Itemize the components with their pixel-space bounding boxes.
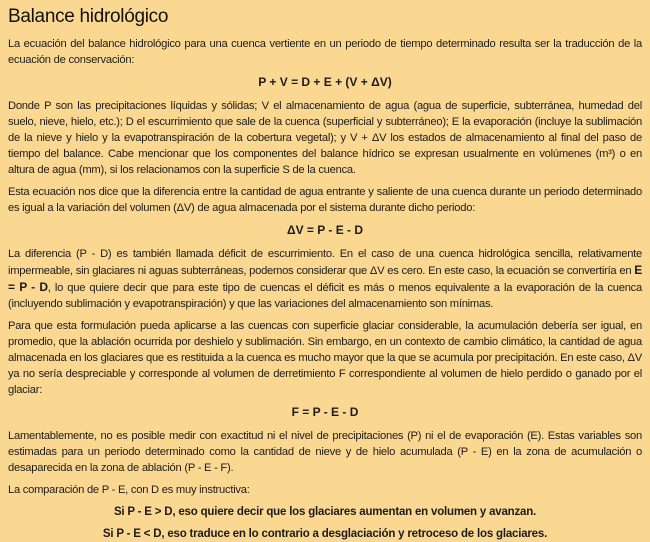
equation-delta-v: ΔV = P - E - D [286,223,364,237]
conclusion-advance: Si P - E > D, eso quiere decir que los glaciares aumentan en volumen y avanzan. [113,506,537,518]
equation-evaporation-inline: E = P - D [8,263,642,294]
equation-melt: F = P - E - D [291,405,359,419]
definitions-paragraph: Donde P son las precipitaciones líquidas y sólidas; V el almacenamiento de agua (agua de superficie, subterránea, humedad del suelo, nieve, hielo, etc.); D el escurrimiento que sale de la cuenca (superficial y subterráneo); E la evaporación (incluye la sublimación de la nieve y hielo y la evapotranspiración de la cobertura vegetal); y V + ΔV los estados de almacenamiento al final del paso de tiempo del balance. Cabe mencionar que los componentes del balance hídrico se expresan usualmente en volúmenes (m³) o en altura de agua (mm), si los relacionamos con la superficie S de la cuenca. [8,100,642,176]
deficit-text-a: La diferencia (P - D) es también llamada déficit de escurrimiento. En el caso de una cuenca hidrológica sencilla, relativamente impermeable, sin glaciares ni aguas subterráneas, podemos considerar que ΔV es cero. En este caso, la ecuación se convertiría en [8,248,642,277]
deficit-paragraph [8,246,642,312]
intro-paragraph: La ecuación del balance hidrológico para una cuenca vertiente en un periodo de tiempo determinado resulta ser la traducción de la ecuación de conservación: [8,38,642,66]
comparison-paragraph: La comparación de P - E, con D es muy instructiva: [8,484,250,496]
estimation-paragraph: Lamentablemente, no es posible medir con exactitud ni el nivel de precipitaciones (P) ni el de evaporación (E). Estas variables son estimadas para un periodo determinado como la cantidad de nieve y de hielo acumulada (P - E) en la zona de acumulación o desaparecida en la zona de ablación (P - E - F). [8,430,642,474]
glacier-paragraph: Para que esta formulación pueda aplicarse a las cuencas con superficie glaciar considerable, la acumulación debería ser igual, en promedio, que la ablación ocurrida por deshielo y sublimación. Sin embargo, en un contexto de cambio climático, la cantidad de agua almacenada en los glaciares que es restituida a la cuenca es mucho mayor que la que se acumula por precipitación. En este caso, ΔV ya no sería despreciable y corresponde al volumen de derretimiento F correspondiente al volumen de hielo perdido o ganado por el glaciar: [8,320,642,396]
equation-balance: P + V = D + E + (V + ΔV) [258,75,392,89]
page-title: Balance hidrológico [8,6,169,27]
deficit-text-b: , lo que quiere decir que para este tipo de cuencas el déficit es más o menos equivalente a la evaporación de la cuenca (incluyendo sublimación y evapotranspiración) y que las variaciones del almacenamiento son mínimas. [8,282,642,310]
variation-paragraph: Esta ecuación nos dice que la diferencia entre la cantidad de agua entrante y saliente de una cuenca durante un periodo determinado es igual a la variación del volumen (ΔV) de agua almacenada por el sistema durante dicho periodo: [8,186,642,214]
conclusion-retreat: Si P - E < D, eso traduce en lo contrario a desglaciación y retroceso de los glaciares. [102,528,548,540]
